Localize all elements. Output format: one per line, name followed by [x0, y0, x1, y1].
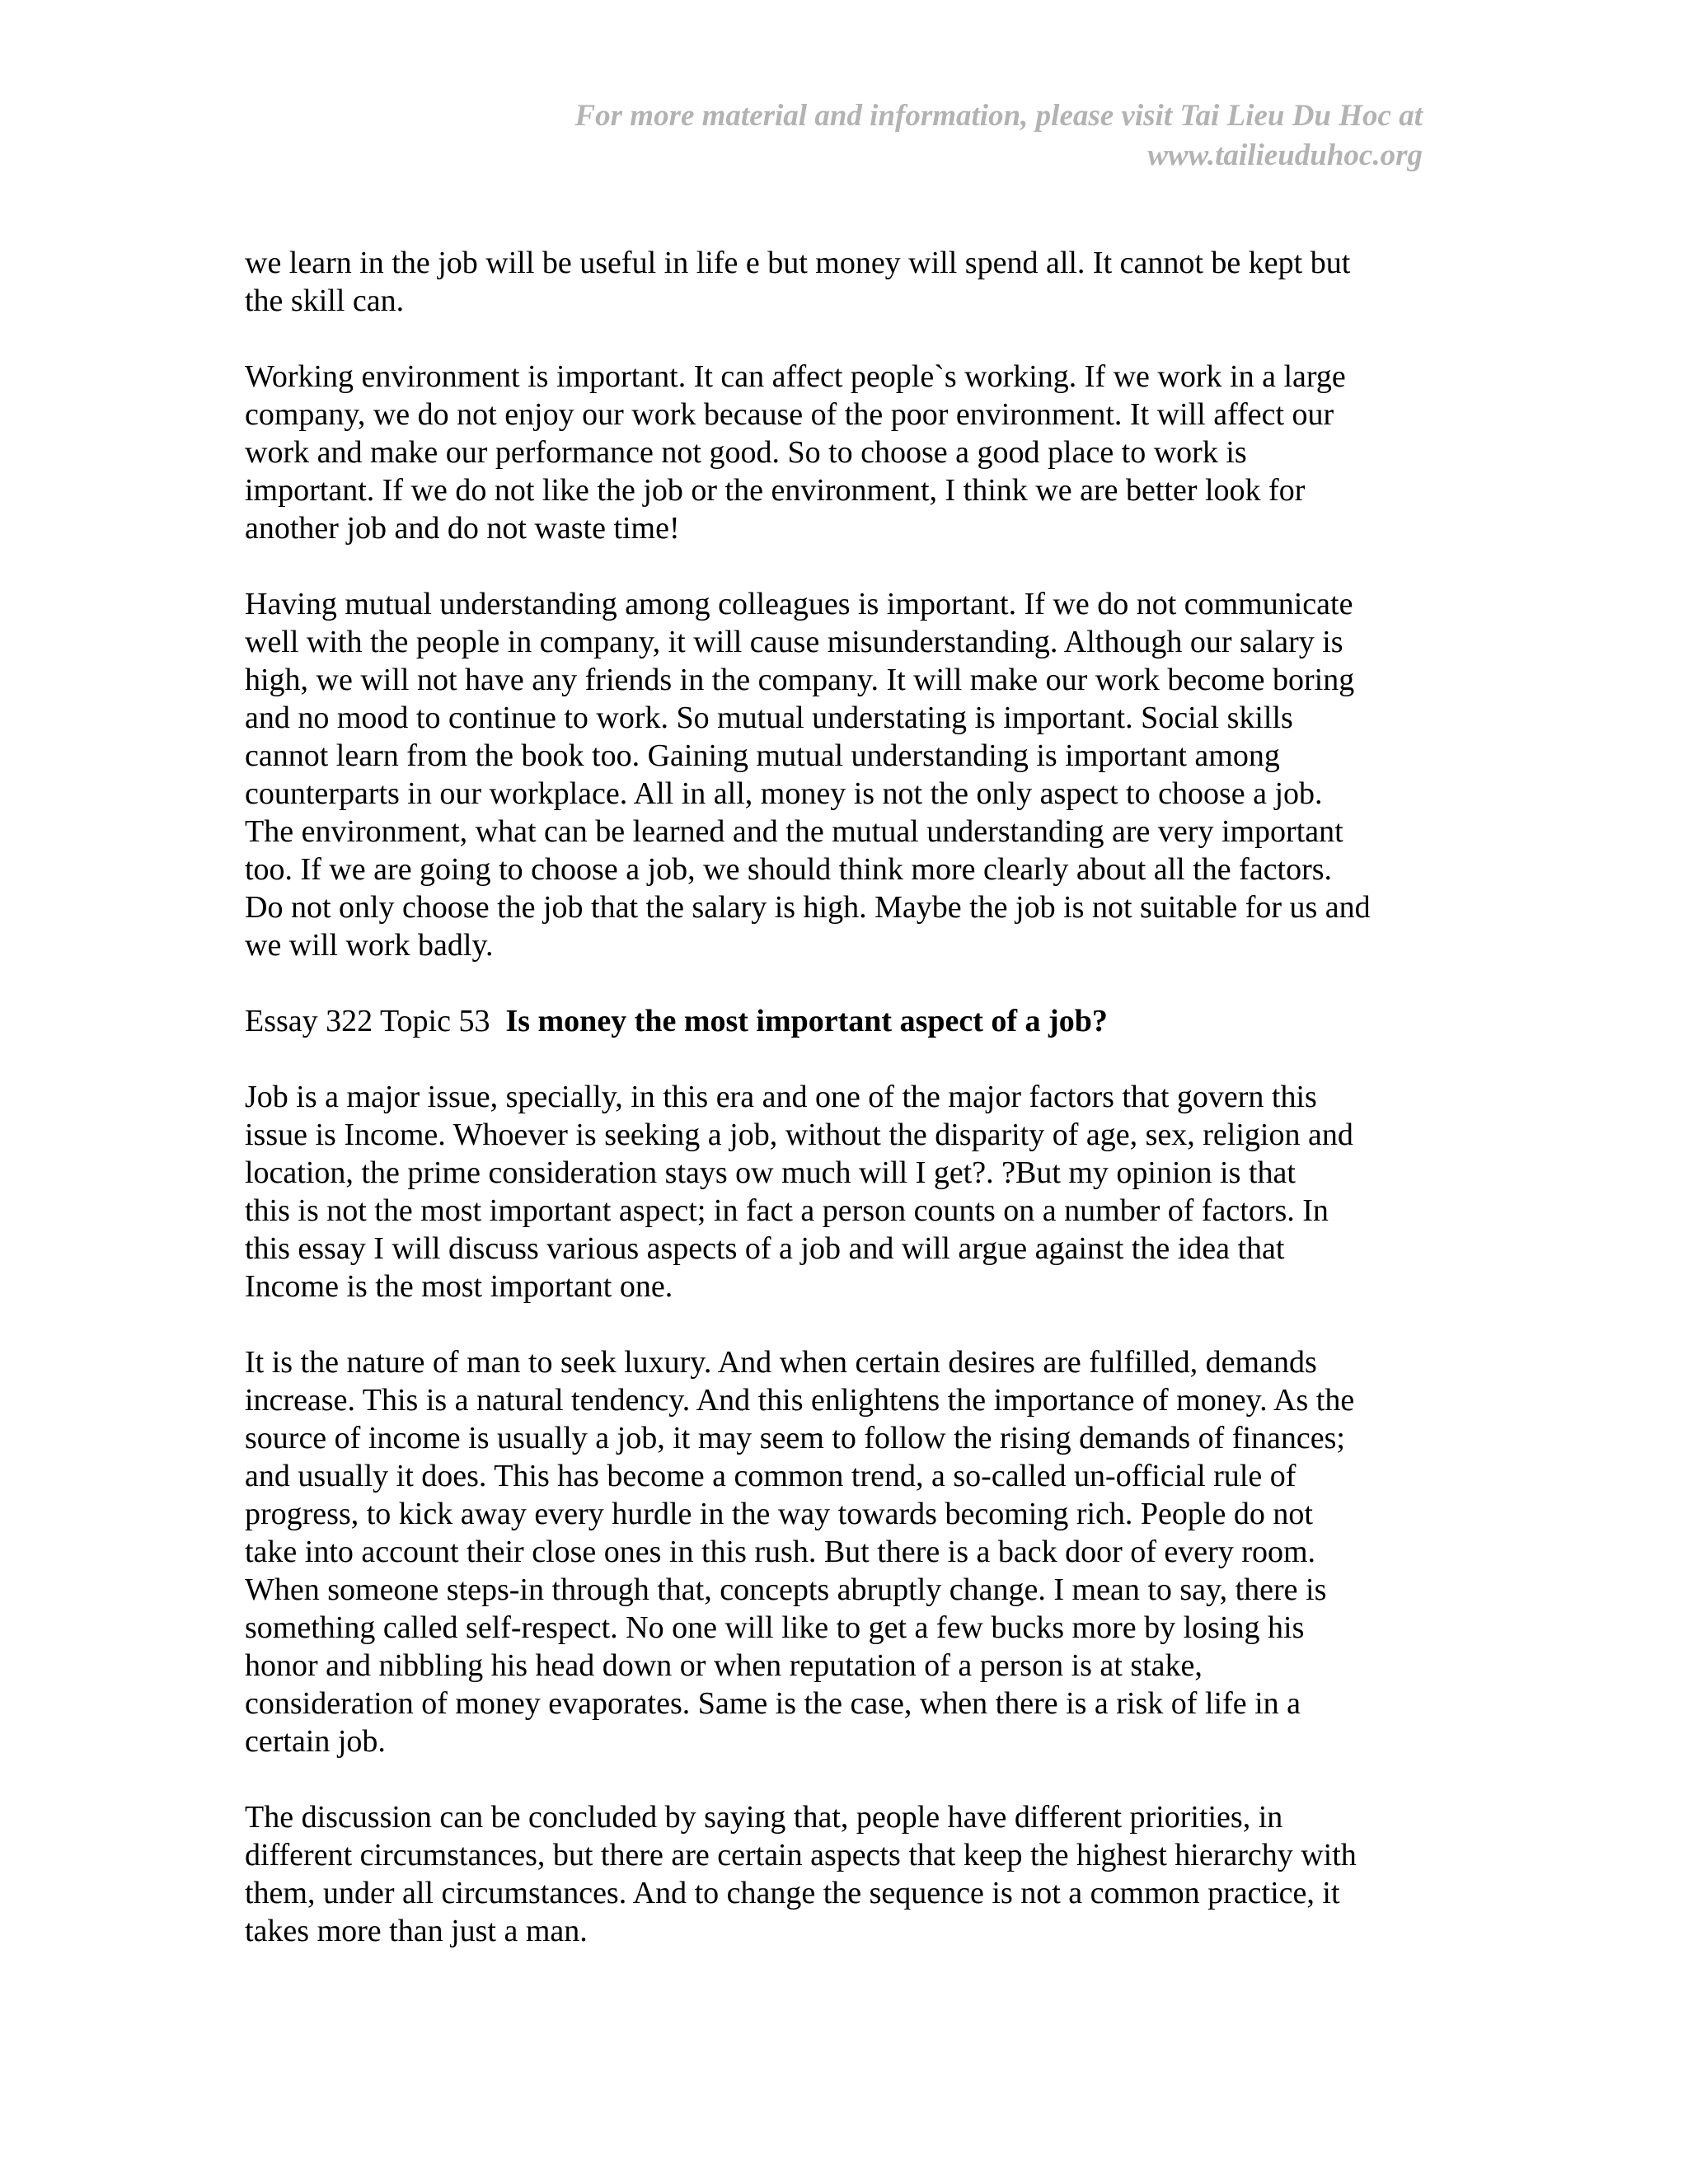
paragraph-line: this essay I will discuss various aspects of a job and will argue against the idea that	[245, 1231, 1285, 1266]
paragraph-line: increase. This is a natural tendency. And this enlightens the importance of money. As the	[245, 1383, 1355, 1418]
paragraph-line: progress, to kick away every hurdle in the way towards becoming rich. People do not	[245, 1497, 1313, 1531]
paragraph	[245, 244, 1432, 320]
paragraphs-after	[245, 1078, 1432, 1950]
header-website-link[interactable]: www.tailieuduhoc.org	[1147, 138, 1423, 172]
paragraph-line: important. If we do not like the job or the environment, I think we are better look for	[245, 473, 1306, 508]
paragraph-line: Do not only choose the job that the salary is high. Maybe the job is not suitable for us and	[245, 890, 1371, 925]
paragraph-line: take into account their close ones in this rush. But there is a back door of every room.	[245, 1535, 1316, 1569]
paragraph	[245, 358, 1432, 547]
paragraph-line: them, under all circumstances. And to change the sequence is not a common practice, it	[245, 1876, 1340, 1910]
paragraph-line: Working environment is important. It can affect people`s working. If we work in a large	[245, 359, 1346, 394]
paragraph-line: When someone steps-in through that, concepts abruptly change. I mean to say, there is	[245, 1572, 1327, 1607]
paragraph-line: too. If we are going to choose a job, we should think more clearly about all the factors.	[245, 852, 1333, 887]
header-line-1: For more material and information, please visit Tai Lieu Du Hoc at	[574, 99, 1423, 133]
paragraph-line: and no mood to continue to work. So mutual understating is important. Social skills	[245, 701, 1293, 735]
paragraph-line: takes more than just a man.	[245, 1914, 588, 1948]
paragraph	[245, 1343, 1432, 1760]
paragraph-line: this is not the most important aspect; in fact a person counts on a number of factors. In	[245, 1193, 1329, 1228]
paragraph-line: Income is the most important one.	[245, 1269, 673, 1304]
paragraph-line: The discussion can be concluded by saying that, people have different priorities, in	[245, 1800, 1283, 1835]
paragraph-line: certain job.	[245, 1724, 386, 1759]
paragraph-line: the skill can.	[245, 284, 405, 318]
paragraph-line: The environment, what can be learned and the mutual understanding are very important	[245, 814, 1343, 849]
paragraph-line: different circumstances, but there are certain aspects that keep the highest hierarchy with	[245, 1838, 1357, 1872]
document-body	[245, 244, 1432, 1988]
paragraph-line: we will work badly.	[245, 928, 494, 963]
paragraph	[245, 585, 1432, 964]
paragraph-line: we learn in the job will be useful in life e but money will spend all. It cannot be kept but	[245, 246, 1351, 280]
paragraphs-before	[245, 244, 1432, 964]
essay-label: Essay 322 Topic 53	[245, 1004, 490, 1038]
paragraph-line: counterparts in our workplace. All in all, money is not the only aspect to choose a job.	[245, 776, 1323, 811]
paragraph-line: and usually it does. This has become a common trend, a so-called un-official rule of	[245, 1459, 1296, 1493]
paragraph-line: cannot learn from the book too. Gaining mutual understanding is important among	[245, 738, 1280, 773]
paragraph-line: honor and nibbling his head down or when reputation of a person is at stake,	[245, 1648, 1203, 1683]
paragraph	[245, 1798, 1432, 1950]
paragraph-line: Having mutual understanding among colleagues is important. If we do not communicate	[245, 587, 1353, 621]
essay-title	[245, 1002, 1432, 1040]
paragraph-line: consideration of money evaporates. Same is the case, when there is a risk of life in a	[245, 1686, 1301, 1721]
essay-question: Is money the most important aspect of a job?	[505, 1004, 1108, 1038]
paragraph-line: issue is Income. Whoever is seeking a job, without the disparity of age, sex, religion and	[245, 1118, 1353, 1152]
paragraph-line: location, the prime consideration stays ow much will I get?. ?But my opinion is that	[245, 1155, 1296, 1190]
paragraph-line: It is the nature of man to seek luxury. And when certain desires are fulfilled, demands	[245, 1345, 1317, 1380]
paragraph-line: something called self-respect. No one will like to get a few bucks more by losing his	[245, 1610, 1305, 1645]
paragraph	[245, 1078, 1432, 1305]
page-header	[351, 96, 1423, 176]
paragraph-line: high, we will not have any friends in the company. It will make our work become boring	[245, 663, 1355, 697]
paragraph-line: Job is a major issue, specially, in this era and one of the major factors that govern this	[245, 1080, 1317, 1114]
paragraph-line: well with the people in company, it will cause misunderstanding. Although our salary is	[245, 625, 1343, 659]
paragraph-line: company, we do not enjoy our work because of the poor environment. It will affect our	[245, 397, 1334, 432]
paragraph-line: another job and do not waste time!	[245, 511, 680, 546]
paragraph-line: work and make our performance not good. So to choose a good place to work is	[245, 435, 1247, 470]
paragraph-line: source of income is usually a job, it may seem to follow the rising demands of finances;	[245, 1421, 1345, 1455]
